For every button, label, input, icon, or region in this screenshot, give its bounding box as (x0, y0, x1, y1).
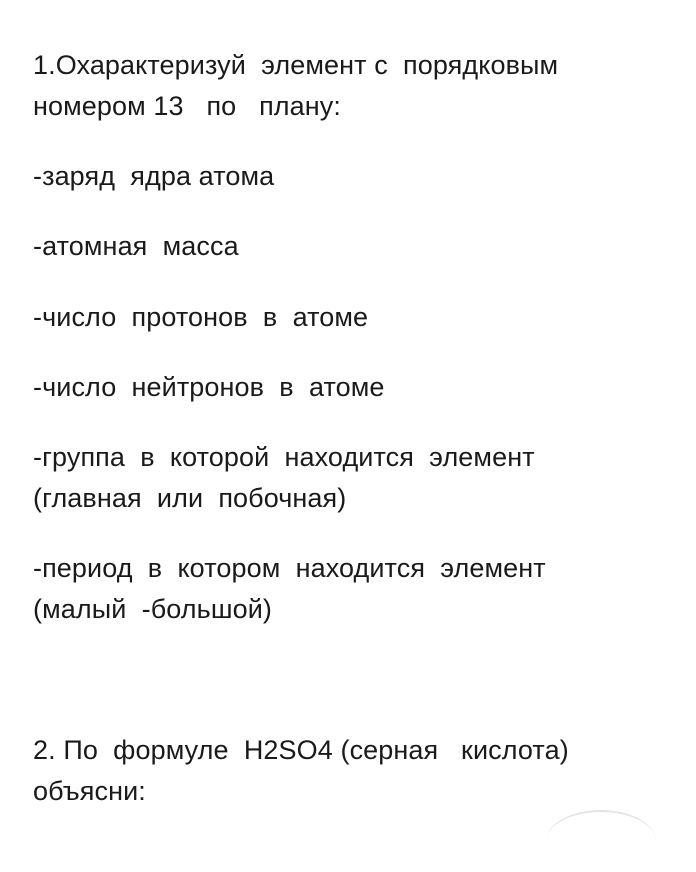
task1-item-group: -группа в которой находится элемент (33, 442, 535, 472)
task1-item-neutrons: -число нейтронов в атоме (33, 372, 385, 402)
task1-item-period-note: (малый -большой) (33, 594, 272, 624)
task1-item-protons: -число протонов в атоме (33, 302, 369, 332)
task1-item-mass: -атомная масса (33, 231, 239, 261)
task2-line1: 2. По формуле H2SO4 (серная кислота) (33, 735, 569, 765)
task1-item-period: -период в котором находится элемент (33, 553, 546, 583)
task1-title-line1: 1.Охарактеризуй элемент с порядковым (33, 50, 559, 80)
task2-line2: объясни: (33, 776, 146, 806)
task1-item-group-note: (главная или побочная) (33, 483, 347, 513)
task1-title-line2: номером 13 по плану: (33, 91, 341, 121)
corner-decoration (546, 810, 656, 872)
task1-item-charge: -заряд ядра атома (33, 161, 275, 191)
